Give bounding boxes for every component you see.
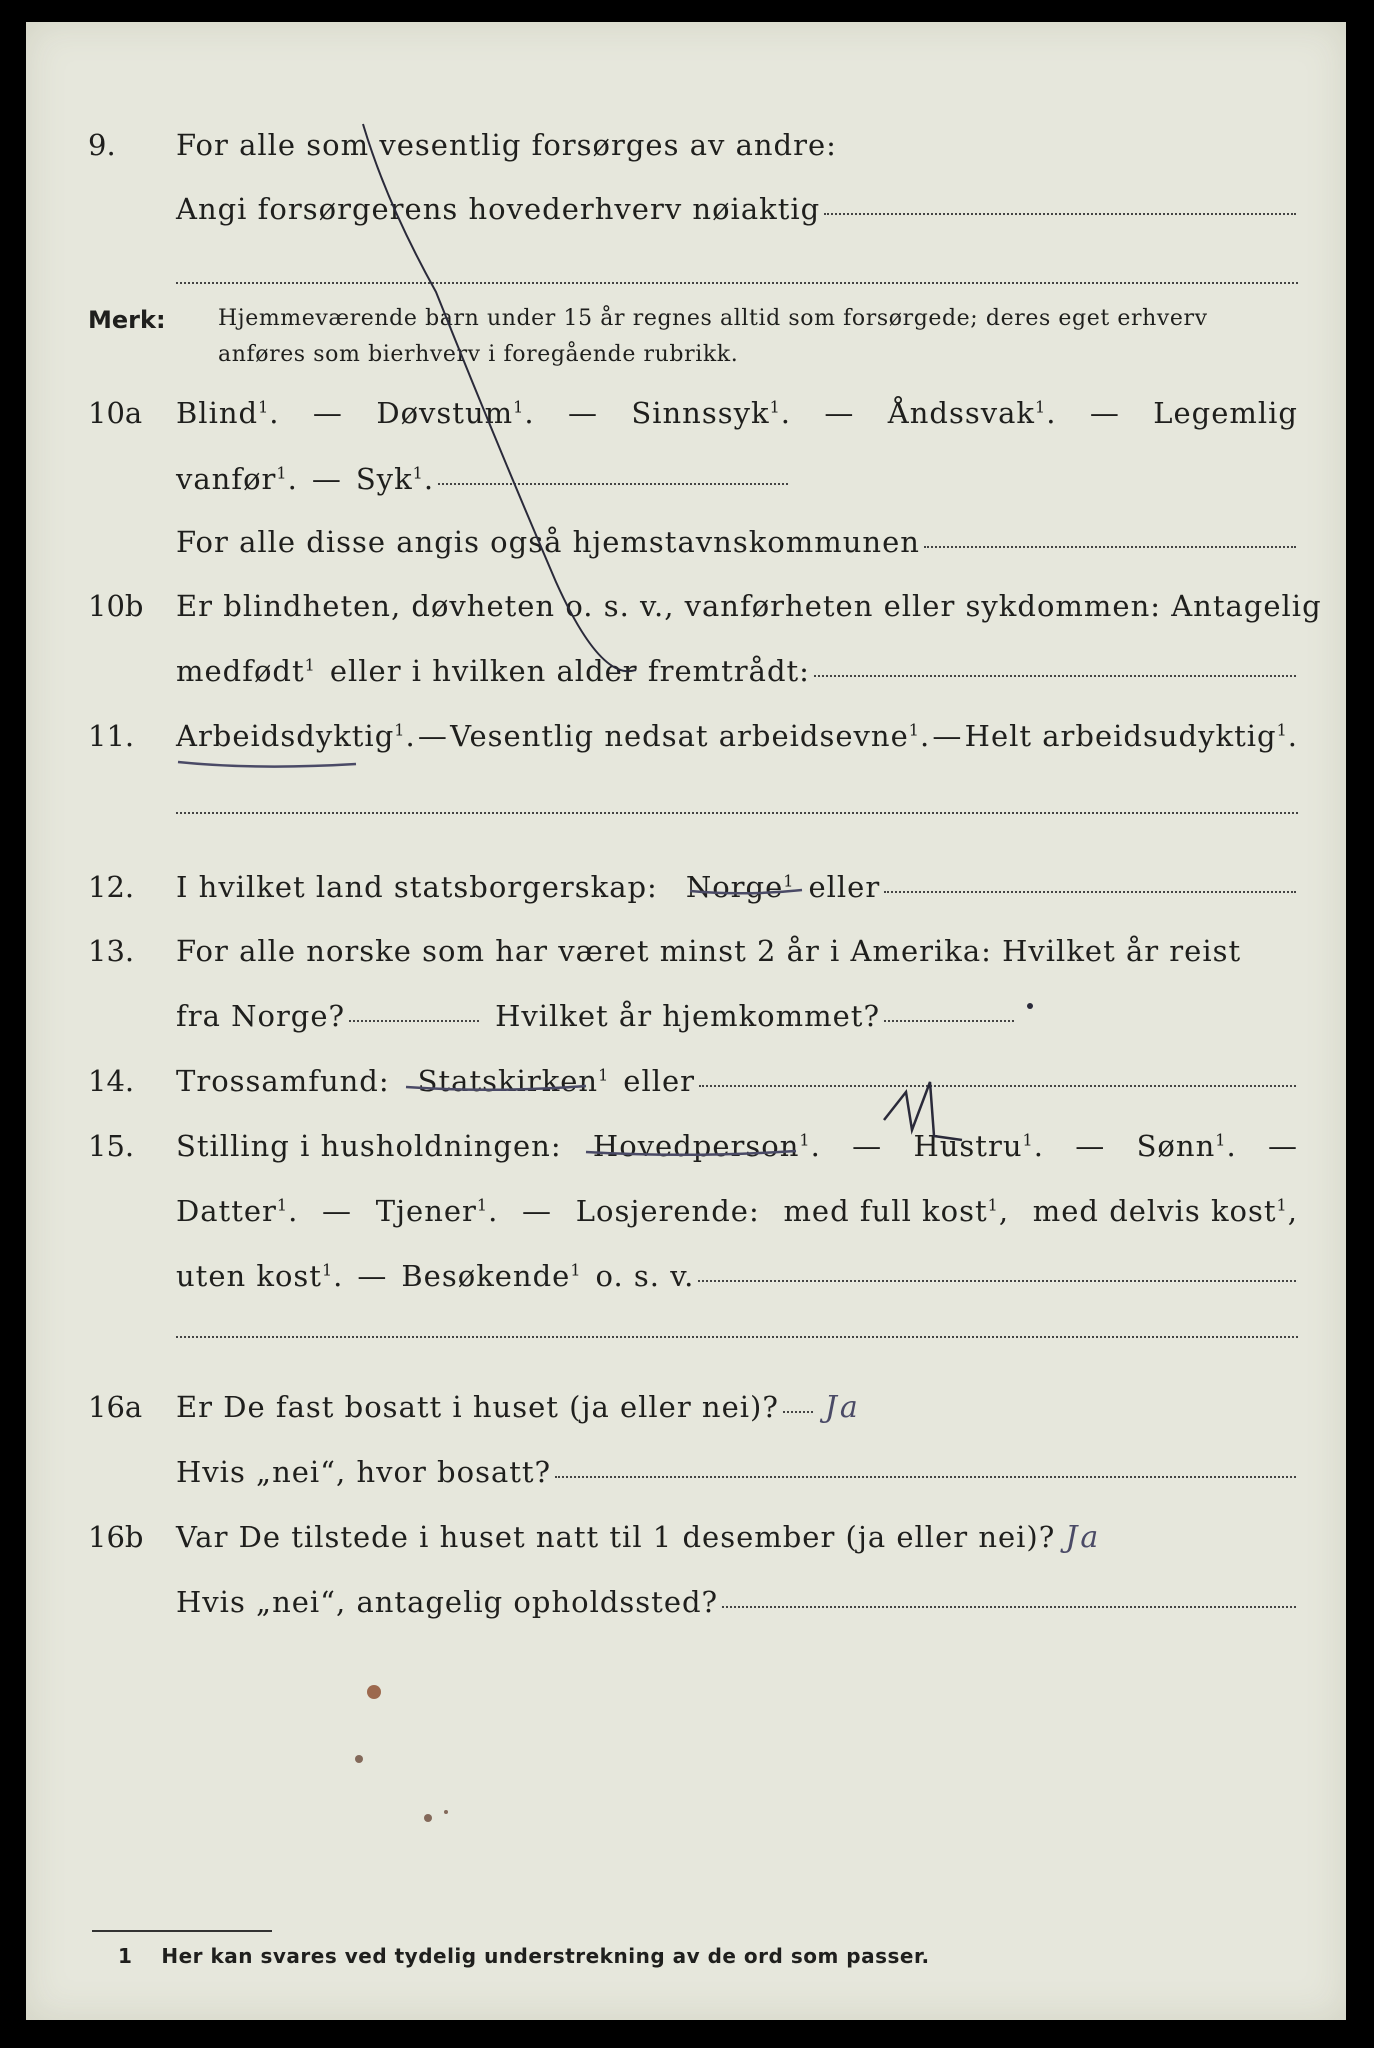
q10b-answer-line[interactable] bbox=[814, 675, 1296, 677]
q11-nedsat: Vesentlig nedsat arbeidsevne$^1$. bbox=[450, 719, 931, 753]
form-page bbox=[26, 22, 1346, 2020]
q13-hjemkommet: Hvilket år hjemkommet? bbox=[495, 999, 881, 1033]
q15-answer-line[interactable] bbox=[698, 1280, 1296, 1282]
q16b-answer: Ja bbox=[1065, 1520, 1102, 1555]
q10b-line2 bbox=[176, 654, 1298, 688]
footnote-text: Her kan svares ved tydelig understrekning av de ord som passer. bbox=[161, 1944, 930, 1968]
q10b-line1 bbox=[176, 589, 1322, 623]
q10a-sinnssyk: Sinnssyk$^1$. bbox=[631, 396, 791, 430]
q10a-text3: For alle disse angis også hjemstavnskommunen bbox=[176, 525, 920, 559]
q14-line bbox=[176, 1064, 1298, 1098]
q11-line: Arbeidsdyktig$^1$. — Vesentlig nedsat arbeidsevne$^1$. — Helt arbeidsudyktig$^1$. bbox=[176, 719, 1298, 753]
ink-stain-3 bbox=[424, 1814, 432, 1822]
q16a-answer: Ja bbox=[824, 1390, 861, 1425]
q10a-syk: Syk$^1$. bbox=[355, 462, 435, 496]
q15-datter: Datter$^1$. bbox=[176, 1194, 299, 1228]
q11-arbeidsdyktig: Arbeidsdyktig$^1$. bbox=[176, 719, 416, 753]
footnote bbox=[118, 1944, 930, 1968]
footnote-rule bbox=[92, 1930, 272, 1932]
q16b-line1 bbox=[176, 1520, 1298, 1555]
q10a-number: 10a bbox=[88, 396, 143, 430]
q12-answer-line[interactable] bbox=[884, 891, 1296, 893]
q16b-text1: Var De tilstede i huset natt til 1 desember (ja eller nei)? bbox=[176, 1520, 1056, 1554]
q10a-dovstum: Døvstum$^1$. bbox=[376, 396, 535, 430]
q13-reist-answer-line[interactable] bbox=[349, 1020, 479, 1022]
q12-norge: Norge$^1$ bbox=[685, 870, 795, 904]
q15-hustru: Hustru$^1$. bbox=[913, 1129, 1044, 1163]
q15-sonn: Sønn$^1$. bbox=[1136, 1129, 1237, 1163]
q15-tjener: Tjener$^1$. bbox=[375, 1194, 499, 1228]
q16a-line2 bbox=[176, 1455, 1298, 1489]
q14-number: 14. bbox=[88, 1064, 135, 1098]
ink-stain-4 bbox=[444, 1810, 448, 1814]
q15-uten-kost: uten kost$^1$. bbox=[176, 1259, 344, 1293]
q15-line3: uten kost$^1$. — Besøkende$^1$ o. s. v. bbox=[176, 1259, 1298, 1293]
q9-line2 bbox=[176, 192, 1298, 226]
q9-answer-line-2[interactable] bbox=[176, 282, 1298, 284]
q15-number: 15. bbox=[88, 1129, 135, 1163]
q10a-syk-answer-line[interactable] bbox=[438, 483, 788, 485]
q15-osv: o. s. v. bbox=[595, 1259, 695, 1293]
q15-line1: Stilling i husholdningen: Hovedperson$^1$. — Hustru$^1$. — Sønn$^1$. — bbox=[176, 1129, 1298, 1163]
q16a-number: 16a bbox=[88, 1390, 143, 1424]
q9-text2: Angi forsørgerens hovederhverv nøiaktig bbox=[176, 192, 821, 226]
merk-label: Merk: bbox=[88, 306, 166, 334]
q14-eller: eller bbox=[623, 1064, 696, 1098]
q13-line2 bbox=[176, 999, 1298, 1033]
q16b-line2 bbox=[176, 1585, 1298, 1619]
q10a-legemlig: Legemlig bbox=[1153, 396, 1298, 430]
footnote-mark: 1 bbox=[118, 1944, 133, 1968]
q14-statskirken: Statskirken$^1$ bbox=[417, 1064, 610, 1098]
q12-eller: eller bbox=[808, 870, 881, 904]
q13-reist: fra Norge? bbox=[176, 999, 346, 1033]
q15-besokende: Besøkende$^1$ bbox=[401, 1259, 582, 1293]
q10b-text1: Er blindheten, døvheten o. s. v., vanførheten eller sykdommen: Antagelig bbox=[176, 589, 1322, 623]
q16a-text2: Hvis „nei“, hvor bosatt? bbox=[176, 1455, 552, 1489]
q10a-vanfor: vanfør$^1$. bbox=[176, 462, 298, 496]
q10a-line2: vanfør$^1$. — Syk$^1$. bbox=[176, 462, 1298, 496]
q12-text: I hvilket land statsborgerskap: bbox=[176, 870, 658, 904]
q13-text1: For alle norske som har været minst 2 år i Amerika: Hvilket år reist bbox=[176, 934, 1242, 968]
q16b-text2: Hvis „nei“, antagelig opholdssted? bbox=[176, 1585, 719, 1619]
q16a-answer-line[interactable] bbox=[783, 1411, 813, 1413]
q11-answer-line[interactable] bbox=[176, 812, 1298, 814]
q13-line1 bbox=[176, 934, 1298, 968]
q10a-hjemstavn-answer-line[interactable] bbox=[924, 546, 1296, 548]
q9-answer-line[interactable] bbox=[824, 213, 1296, 215]
q16b-number: 16b bbox=[88, 1520, 144, 1554]
q15-delvis-kost: med delvis kost$^1$, bbox=[1032, 1194, 1298, 1228]
q9-line1 bbox=[176, 128, 1298, 162]
q15-full-kost: med full kost$^1$, bbox=[783, 1194, 1010, 1228]
q13-number: 13. bbox=[88, 934, 135, 968]
q11-udyktig: Helt arbeidsudyktig$^1$. bbox=[964, 719, 1298, 753]
q14-text: Trossamfund: bbox=[176, 1064, 390, 1098]
q15-hovedperson: Hovedperson$^1$. bbox=[592, 1129, 821, 1163]
q10a-andssvak: Åndssvak$^1$. bbox=[887, 396, 1057, 430]
merk-line2: anføres som bierhverv i foregående rubrikk. bbox=[218, 342, 739, 367]
q9-text1: For alle som vesentlig forsørges av andre: bbox=[176, 128, 837, 162]
q10a-line1: Blind$^1$. — Døvstum$^1$. — Sinnssyk$^1$. — Åndssvak$^1$. — Legemlig bbox=[176, 396, 1298, 430]
q10b-number: 10b bbox=[88, 589, 144, 623]
q11-number: 11. bbox=[88, 719, 135, 753]
q9-number: 9. bbox=[88, 128, 116, 162]
census-form bbox=[26, 22, 1346, 2020]
underline-arbeidsdyktig bbox=[178, 762, 356, 767]
q10b-text2: eller i hvilken alder fremtrådt: bbox=[329, 654, 810, 688]
q16a-bosatt-answer-line[interactable] bbox=[555, 1476, 1296, 1478]
q15-text: Stilling i husholdningen: bbox=[176, 1129, 562, 1163]
q16a-line1 bbox=[176, 1390, 1298, 1425]
q10b-medfodt: medfødt$^1$ bbox=[176, 654, 316, 688]
q15-answer-line-2[interactable] bbox=[176, 1336, 1298, 1338]
q10a-blind: Blind$^1$. bbox=[176, 396, 280, 430]
q15-losjerende: Losjerende: bbox=[575, 1194, 760, 1228]
q15-line2: Datter$^1$. — Tjener$^1$. — Losjerende: med full kost$^1$, med delvis kost$^1$, bbox=[176, 1194, 1298, 1228]
q12-line bbox=[176, 870, 1298, 904]
q14-answer-line[interactable] bbox=[699, 1085, 1296, 1087]
q13-hjemkommet-answer-line[interactable] bbox=[884, 1020, 1014, 1022]
q10a-line3 bbox=[176, 525, 1298, 559]
q12-number: 12. bbox=[88, 870, 135, 904]
ink-stain-1 bbox=[367, 1685, 381, 1699]
q16b-opholdssted-answer-line[interactable] bbox=[722, 1606, 1296, 1608]
q16a-text1: Er De fast bosatt i huset (ja eller nei)? bbox=[176, 1390, 779, 1424]
merk-line1: Hjemmeværende barn under 15 år regnes alltid som forsørgede; deres eget erhverv bbox=[218, 306, 1208, 331]
ink-stain-2 bbox=[355, 1755, 363, 1763]
